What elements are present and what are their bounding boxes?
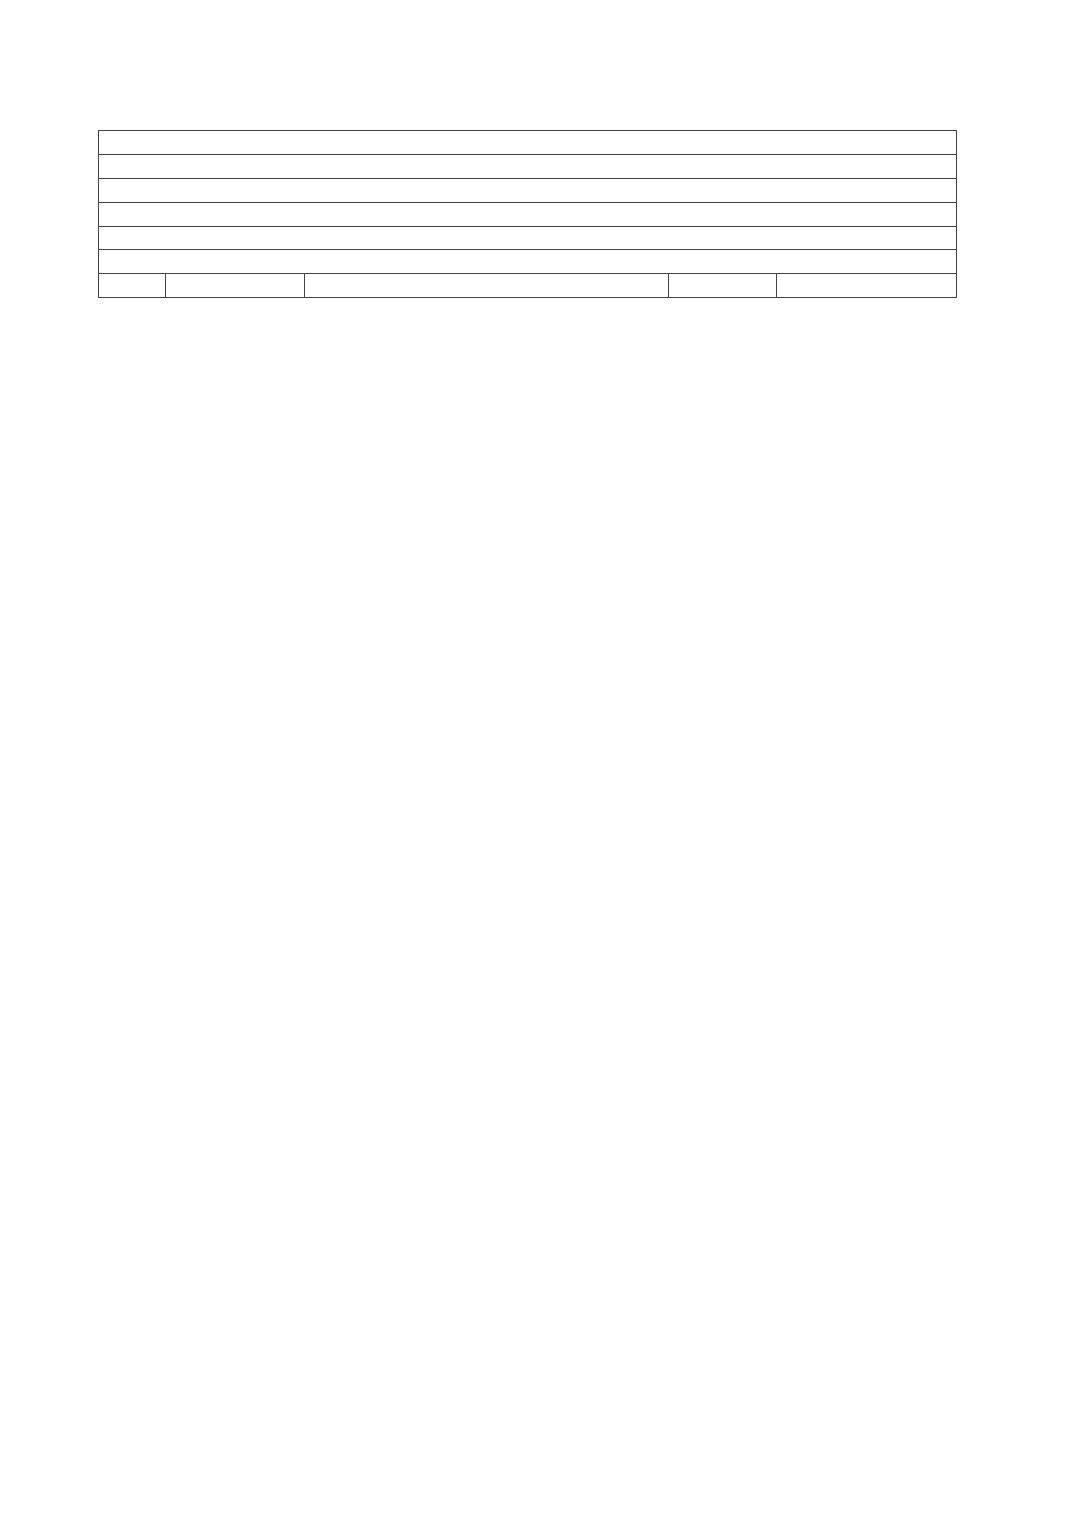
section-title-row — [99, 154, 957, 178]
header-team — [166, 274, 305, 298]
header-teacher — [777, 274, 957, 298]
blank-row — [99, 250, 957, 274]
header-no — [99, 274, 166, 298]
results-table — [98, 130, 957, 298]
section-subtitle — [99, 178, 957, 202]
section-subtitle-row — [99, 178, 957, 202]
blank-row — [99, 202, 957, 226]
award-row — [99, 226, 957, 250]
header-name — [669, 274, 777, 298]
blank-row — [99, 131, 957, 155]
section-title — [99, 154, 957, 178]
award-label — [99, 226, 957, 250]
header-row — [99, 274, 957, 298]
header-school — [305, 274, 669, 298]
